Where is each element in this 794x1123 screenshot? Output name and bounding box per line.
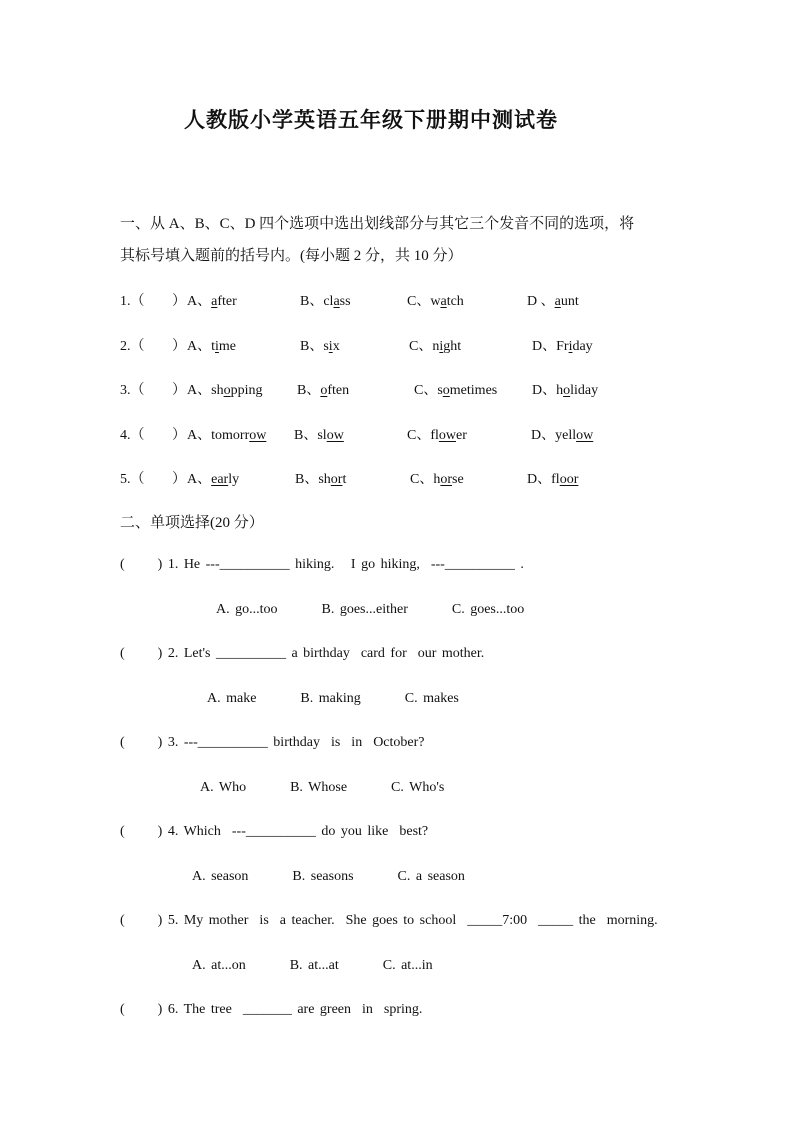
option: B、six xyxy=(300,339,340,354)
option: C、horse xyxy=(410,472,464,487)
mc-question-options: A. go...too B. goes...either C. goes...too xyxy=(216,602,525,617)
mc-question-stem: ( ) 4. Which ---__________ do you like best? xyxy=(120,824,429,839)
option: C、sometimes xyxy=(414,383,498,398)
option: C、watch xyxy=(407,294,464,309)
option: D、holiday xyxy=(532,383,599,398)
option-label: B、 xyxy=(300,339,324,354)
option: A、after xyxy=(187,294,237,309)
question-number: 4.（ xyxy=(120,428,145,443)
option-label: A、 xyxy=(187,294,212,309)
option-label: D、 xyxy=(532,339,557,354)
option: C、flower xyxy=(407,428,467,443)
option-label: B、 xyxy=(297,383,321,398)
mc-question-options: A. season B. seasons C. a season xyxy=(192,869,465,884)
question-number: 2.（ xyxy=(120,339,145,354)
underlined-letters: ow xyxy=(326,428,344,443)
underlined-letters: ow xyxy=(438,428,457,443)
option-label: D 、 xyxy=(527,294,555,309)
answer-paren: ） xyxy=(172,383,186,398)
mc-question-stem: ( ) 3. ---__________ birthday is in October? xyxy=(120,735,425,750)
answer-paren: ） xyxy=(172,339,186,354)
option-label: D、 xyxy=(532,383,557,398)
mc-question-options: A. Who B. Whose C. Who's xyxy=(200,780,445,795)
answer-paren: ） xyxy=(172,472,186,487)
answer-paren: ） xyxy=(172,428,186,443)
option: B、slow xyxy=(294,428,344,443)
option: A、time xyxy=(187,339,237,354)
option-label: B、 xyxy=(300,294,324,309)
option: B、class xyxy=(300,294,351,309)
underlined-letters: o xyxy=(320,383,328,398)
option-label: C、 xyxy=(407,428,431,443)
underlined-letters: a xyxy=(211,294,218,309)
underlined-letters: i xyxy=(215,339,219,354)
option-label: C、 xyxy=(407,294,431,309)
answer-paren: ） xyxy=(172,294,186,309)
mc-question-stem: ( ) 2. Let's __________ a birthday card for our mother. xyxy=(120,646,485,661)
option-label: B、 xyxy=(295,472,319,487)
option: B、short xyxy=(295,472,347,487)
underlined-letters: oor xyxy=(559,472,579,487)
mc-question-options: A. make B. making C. makes xyxy=(207,691,459,706)
underlined-letters: ow xyxy=(249,428,267,443)
option-label: C、 xyxy=(414,383,438,398)
underlined-letters: ear xyxy=(211,472,229,487)
option: B、often xyxy=(297,383,350,398)
option: D、yellow xyxy=(531,428,594,443)
option-label: B、 xyxy=(294,428,318,443)
option-label: A、 xyxy=(187,383,212,398)
option: A、shopping xyxy=(187,383,263,398)
underlined-letters: a xyxy=(333,294,340,309)
option-label: A、 xyxy=(187,339,212,354)
option: D、floor xyxy=(527,472,579,487)
underlined-letters: o xyxy=(442,383,450,398)
option-label: D、 xyxy=(531,428,556,443)
option: A、early xyxy=(187,472,240,487)
underlined-letters: or xyxy=(330,472,343,487)
underlined-letters: a xyxy=(554,294,561,309)
option-label: A、 xyxy=(187,428,212,443)
option-label: A、 xyxy=(187,472,212,487)
section1-heading-line2: 其标号填入题前的括号内。(每小题 2 分，共 10 分） xyxy=(120,248,463,264)
underlined-letters: i xyxy=(439,339,444,354)
underlined-letters: ow xyxy=(576,428,594,443)
section1-heading-line1: 一、从 A、B、C、D 四个选项中选出划线部分与其它三个发音不同的选项，将 xyxy=(120,216,635,232)
question-number: 3.（ xyxy=(120,383,145,398)
underlined-letters: i xyxy=(328,339,333,354)
option-label: C、 xyxy=(410,472,434,487)
section2-heading: 二、单项选择(20 分） xyxy=(120,515,264,531)
option: A、tomorrow xyxy=(187,428,267,443)
underlined-letters: i xyxy=(568,339,573,354)
underlined-letters: or xyxy=(440,472,453,487)
page-title: 人教版小学英语五年级下册期中测试卷 xyxy=(184,108,558,132)
underlined-letters: a xyxy=(440,294,447,309)
option: C、night xyxy=(409,339,462,354)
mc-question-stem: ( ) 1. He ---__________ hiking. I go hiking, ---__________ . xyxy=(120,557,524,572)
question-number: 1.（ xyxy=(120,294,145,309)
mc-question-stem: ( ) 6. The tree _______ are green in spring. xyxy=(120,1002,423,1017)
question-number: 5.（ xyxy=(120,472,145,487)
option: D、Friday xyxy=(532,339,593,354)
underlined-letters: o xyxy=(563,383,571,398)
option-label: D、 xyxy=(527,472,552,487)
mc-question-options: A. at...on B. at...at C. at...in xyxy=(192,958,433,973)
option: D 、aunt xyxy=(527,294,579,309)
option-label: C、 xyxy=(409,339,433,354)
mc-question-stem: ( ) 5. My mother is a teacher. She goes to school _____7:00 _____ the morning. xyxy=(120,913,658,928)
underlined-letters: o xyxy=(223,383,231,398)
